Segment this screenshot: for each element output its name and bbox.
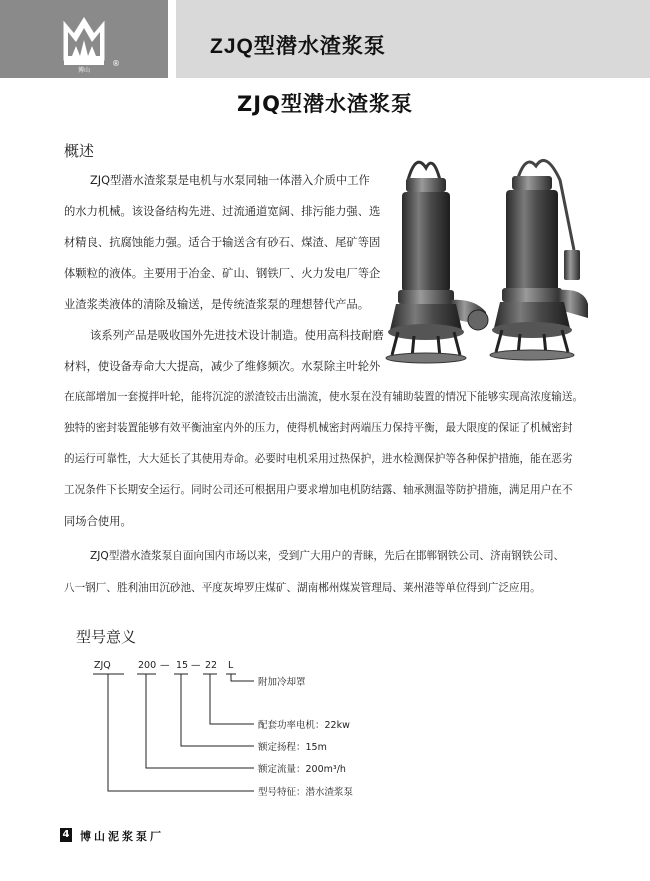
header-title: ZJQ型潜水渣浆泵 [210, 35, 386, 58]
meaning-cooling-jacket: 附加冷却罩 [258, 677, 306, 688]
overview-line: 独特的密封装置能够有效平衡油室内外的压力，使得机械密封两端压力保持平衡，最大限度的保证了机械密封 [64, 422, 573, 434]
meaning-type: 型号特征：潜水渣浆泵 [258, 787, 354, 798]
code-dash: — [160, 660, 170, 671]
overview-heading: 概述 [64, 142, 95, 160]
overview-line: 体颗粒的液体。主要用于冶金、矿山、钢铁厂、火力发电厂等企 [64, 267, 381, 280]
overview-line: ZJQ型潜水渣浆泵自面向国内市场以来，受到广大用户的青睐，先后在邯郸钢铁公司、济南钢铁公司、 [90, 550, 565, 562]
overview-line: 在底部增加一套搅拌叶轮，能将沉淀的淤渣铰击出湍流，使水泵在没有辅助装置的情况下能够实现高浓度输送。 [64, 391, 584, 403]
registered-mark: ® [112, 59, 120, 68]
meaning-head: 额定扬程：15m [258, 742, 327, 753]
overview-line: 工况条件下长期安全运行。同时公司还可根据用户要求增加电机防结露、轴承测温等防护措施，满足用户在不 [64, 484, 573, 496]
overview-line: ZJQ型潜水渣浆泵是电机与水泵同轴一体潜入介质中工作 [90, 174, 370, 187]
code-power: 22 [205, 660, 218, 671]
overview-line: 的运行可靠性，大大延长了其使用寿命。必要时电机采用过热保护，进水检测保护等各种保护措施，能在恶劣 [64, 453, 573, 465]
overview-line: 同场合使用。 [64, 515, 132, 528]
page-title: ZJQ型潜水渣浆泵 [237, 92, 413, 116]
code-flow: 200 [138, 660, 157, 671]
code-zjq: ZJQ [94, 660, 111, 671]
meaning-flow: 额定流量：200m³/h [258, 764, 346, 775]
meaning-power: 配套功率电机：22kw [258, 720, 350, 731]
overview-line: 材精良、抗腐蚀能力强。适合于输送含有砂石、煤渣、尾矿等固 [64, 236, 381, 249]
page-number: 4 [60, 828, 72, 842]
overview-line: 材料，使设备寿命大大提高，减少了维修频次。水泵除主叶轮外 [64, 360, 381, 373]
logo-text: 博山 [77, 67, 91, 74]
code-head: 15 [176, 660, 189, 671]
code-cool: L [228, 660, 234, 671]
overview-line: 八一钢厂、胜利油田沉砂池、平度灰埠罗庄煤矿、湖南郴州煤炭管理局、莱州港等单位得到广泛应用。 [64, 582, 541, 594]
code-dash: — [191, 660, 201, 671]
footer-company: 博山泥浆泵厂 [80, 830, 164, 843]
overview-line: 业渣浆类液体的清除及输送，是传统渣浆泵的理想替代产品。 [64, 298, 370, 311]
overview-line: 该系列产品是吸收国外先进技术设计制造。使用高科技耐磨 [90, 329, 384, 342]
model-heading: 型号意义 [76, 628, 137, 646]
overview-line: 的水力机械。该设备结构先进、过流通道宽阔、排污能力强、选 [64, 205, 381, 218]
